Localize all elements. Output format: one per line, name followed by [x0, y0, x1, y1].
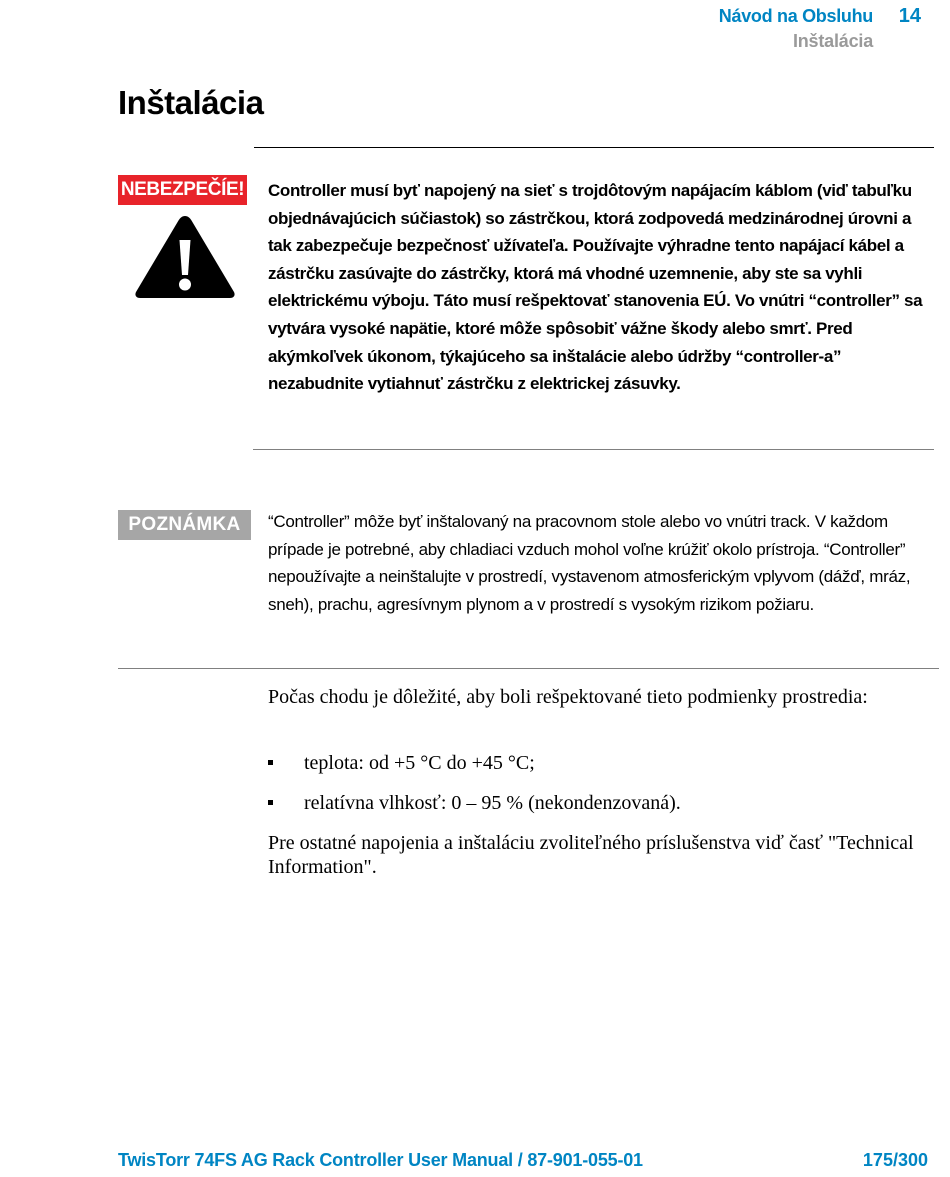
- footer-page-number: 175/300: [862, 1150, 928, 1170]
- note-label: POZNÁMKA: [118, 510, 251, 540]
- header-title: Návod na Obsluhu: [718, 6, 873, 26]
- intro-paragraph: Počas chodu je dôležité, aby boli rešpektované tieto podmienky prostredia:: [268, 686, 868, 708]
- bullet-icon: [268, 800, 273, 805]
- bullet-icon: [268, 760, 273, 765]
- divider-danger: [253, 449, 934, 450]
- header-subtitle: Inštalácia: [792, 31, 873, 51]
- divider-top: [254, 147, 934, 148]
- footer-manual-title: TwisTorr 74FS AG Rack Controller User Manual / 87-901-055-01: [118, 1150, 643, 1170]
- list-item-text: relatívna vlhkosť: 0 – 95 % (nekondenzovaná).: [304, 792, 681, 814]
- danger-label: NEBEZPEČÍE!: [118, 175, 247, 205]
- list-item: [268, 751, 928, 791]
- list-item-text: teplota: od +5 °C do +45 °C;: [304, 752, 535, 774]
- page-title: Inštalácia: [118, 84, 264, 121]
- divider-note: [118, 668, 939, 669]
- conditions-list: [268, 751, 928, 831]
- note-text: “Controller” môže byť inštalovaný na pracovnom stole alebo vo vnútri track. V každom prípade je potrebné, aby chladiaci vzduch mohol voľne krúžiť okolo prístroja. “Controller” nepoužívajte a neinštalujte v prostredí, vystavenom atmosferickým vplyvom (dážď, mráz, sneh), prachu, agresívnym plynom a v prostredí s vysokým rizikom požiaru.: [268, 512, 911, 614]
- danger-text: Controller musí byť napojený na sieť s trojdôtovým napájacím káblom (viď tabuľku objednávajúcich súčiastok) so zástrčkou, ktorá zodpovedá medzinárodnej úrovni a tak zabezpečuje bezpečnosť užívateľa. Používajte výhradne tento napájací kábel a zástrčku zasúvajte do zástrčky, ktorá má vhodné uzemnenie, aby ste sa vyhli elektrickému výboju. Táto musí rešpektovať stanovenia EÚ. Vo vnútri “controller” sa vytvára vysoké napätie, ktoré môže spôsobiť vážne škody alebo smrť. Pred akýmkoľvek úkonom, týkajúceho sa inštalácie alebo údržby “controller-a” nezabudnite vytiahnuť zástrčku z elektrickej zásuvky.: [268, 181, 923, 394]
- warning-triangle-icon: [134, 214, 236, 300]
- chapter-number: 14: [898, 5, 921, 27]
- list-item: [268, 791, 928, 831]
- outro-paragraph: Pre ostatné napojenia a inštaláciu zvoliteľného príslušenstva viď časť "Technical Information".: [268, 832, 914, 878]
